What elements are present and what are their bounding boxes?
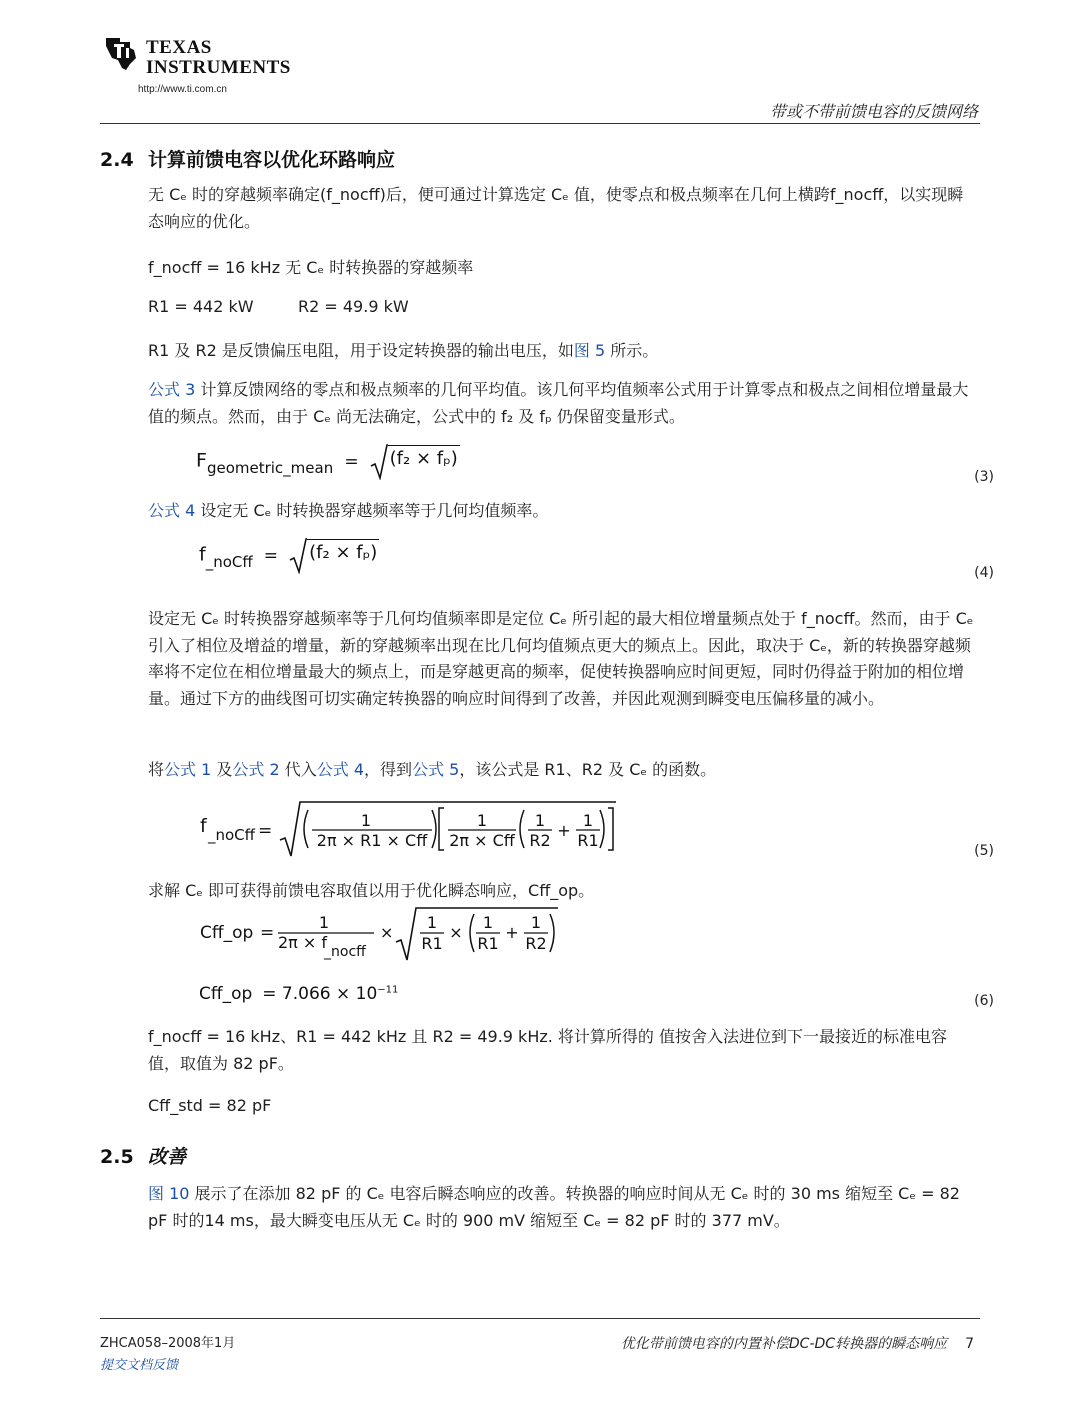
paragraph-solve: 求解 Cₑ 即可获得前馈电容取值以用于优化瞬态响应，Cff_op。 <box>148 881 595 900</box>
link-equation-4[interactable]: 公式 4 <box>148 501 196 520</box>
header-url[interactable]: http://www.ti.com.cn <box>138 84 227 95</box>
svg-text:1: 1 <box>476 811 488 830</box>
svg-text:×: × <box>380 923 394 942</box>
link-equation-2[interactable]: 公式 2 <box>232 760 280 779</box>
link-figure-5[interactable]: 图 5 <box>573 341 606 360</box>
footer-rule <box>100 1318 980 1319</box>
svg-text:1: 1 <box>426 913 438 932</box>
svg-text:1: 1 <box>582 811 594 830</box>
equation-number-3: (3) <box>974 469 994 485</box>
ti-wordmark: TEXAS INSTRUMENTS <box>146 37 291 78</box>
svg-text:2π × f: 2π × f <box>278 933 328 952</box>
doc-title: 优化带前馈电容的内置补偿DC-DC转换器的瞬态响应 <box>620 1336 948 1352</box>
svg-text:=: = <box>260 923 275 943</box>
equation-6-result: Cff_op = $7.066 \times 10^{-11}$ <box>199 984 399 1004</box>
svg-text:1: 1 <box>534 811 546 830</box>
r2-value: R2 = 49.9 kW <box>298 297 409 316</box>
svg-text:2π × Cff: 2π × Cff <box>449 831 515 850</box>
sqrt-icon <box>289 538 307 574</box>
equation-3: Fgeometric_mean = (f₂ × fₚ) <box>196 444 460 480</box>
link-equation-5[interactable]: 公式 5 <box>412 760 460 779</box>
link-equation-3[interactable]: 公式 3 <box>148 380 196 399</box>
cff-std-line: Cff_std = 82 pF <box>148 1096 272 1115</box>
svg-text:×: × <box>449 923 463 942</box>
svg-text:=: = <box>258 821 273 841</box>
svg-text:R1: R1 <box>477 934 499 953</box>
svg-text:R1: R1 <box>421 934 443 953</box>
paragraph-improvement: 图 10 展示了在添加 82 pF 的 Cₑ 电容后瞬态响应的改善。转换器的响应时间从无 Cₑ 时的 30 ms 缩短至 Cₑ = 82 pF 时的14 ms，最大瞬变电压从无 Cₑ 时的 900 mV 缩短至 Cₑ = 82 pF 时的 377 mV。 <box>148 1184 960 1230</box>
header-rule <box>100 123 980 124</box>
link-figure-10[interactable]: 图 10 <box>148 1184 190 1203</box>
section-heading-2-5: 2.5 改善 <box>100 1146 187 1168</box>
equation-6 <box>196 904 566 964</box>
paragraph-intro: 无 Cₑ 时的穿越频率确定(f_nocff)后，便可通过计算选定 Cₑ 值，使零点和极点频率在几何上横跨f_nocff，以实现瞬态响应的优化。 <box>148 185 964 231</box>
svg-text:_noCff: _noCff <box>208 826 255 844</box>
equation-number-4: (4) <box>974 565 994 581</box>
paragraph-resistors: R1 及 R2 是反馈偏压电阻，用于设定转换器的输出电压，如图 5 所示。 <box>148 341 659 360</box>
feedback-link[interactable]: 提交文档反馈 <box>100 1358 179 1373</box>
equation-5 <box>196 796 626 860</box>
link-equation-1[interactable]: 公式 1 <box>164 760 212 779</box>
doc-id: ZHCA058–2008年1月 <box>100 1336 236 1351</box>
equation-4: f_noCff = (f₂ × fₚ) <box>199 538 379 574</box>
svg-text:+: + <box>505 923 519 942</box>
equation-number-5: (5) <box>974 843 994 859</box>
link-equation-4b[interactable]: 公式 4 <box>316 760 365 779</box>
svg-text:2π × R1 × Cff: 2π × R1 × Cff <box>316 831 428 850</box>
texas-state-icon <box>100 32 140 72</box>
fnocff-line: f_nocff = 16 kHz 无 Cₑ 时转换器的穿越频率 <box>148 258 474 277</box>
svg-text:+: + <box>557 821 571 840</box>
r1-value: R1 = 442 kW <box>148 297 254 316</box>
svg-text:1: 1 <box>530 913 542 932</box>
svg-text:R1: R1 <box>577 831 599 850</box>
header-title: 带或不带前馈电容的反馈网络 <box>769 102 978 121</box>
footer-right <box>621 1333 974 1353</box>
svg-text:1: 1 <box>482 913 494 932</box>
svg-text:R2: R2 <box>525 934 547 953</box>
paragraph-eq3-intro: 公式 3 计算反馈网络的零点和极点频率的几何平均值。该几何平均值频率公式用于计算零点和极点之间相位增量最大值的频点。然而，由于 Cₑ 尚无法确定，公式中的 f₂ 及 fₚ 仍保留变量形式。 <box>148 380 969 426</box>
svg-text:1: 1 <box>360 811 372 830</box>
paragraph-crossover: 设定无 Cₑ 时转换器穿越频率等于几何均值频率即是定位 Cₑ 所引起的最大相位增量频点处于 f_nocff。然而，由于 Cₑ 引入了相位及增益的增量，新的穿越频率出现在比几何均值频点更大的频点上。因此，取决于 Cₑ，新的转换器穿越频率将不定位在相位增量最大的频点上，而是穿越更高的频率，促使转换器响应时间更短，同时仍得益于附加的相位增量。通过下方的曲线图可切实确定转换器的响应时间得到了改善，并因此观测到瞬变电压偏移量的减小。 <box>148 609 974 708</box>
footer-left <box>100 1333 235 1377</box>
svg-text:f: f <box>200 815 207 837</box>
paragraph-eq4-intro: 公式 4 设定无 Cₑ 时转换器穿越频率等于几何均值频率。 <box>148 501 549 520</box>
page-number: 7 <box>965 1336 974 1352</box>
paragraph-standard-value: f_nocff = 16 kHz、R1 = 442 kHz 且 R2 = 49.9 kHz. 将计算所得的 值按舍入法进位到下一最接近的标准电容值，取值为 82 pF。 <box>148 1027 948 1073</box>
sqrt-icon <box>370 444 388 480</box>
svg-text:1: 1 <box>318 913 330 932</box>
section-heading-2-4: 2.4 计算前馈电容以优化环路响应 <box>100 149 396 171</box>
svg-text:Cff_op: Cff_op <box>200 923 254 943</box>
paragraph-substitution: 将公式 1 及公式 2 代入公式 4，得到公式 5，该公式是 R1、R2 及 Cₑ 的函数。 <box>148 760 717 779</box>
svg-text:_nocff: _nocff <box>324 944 366 960</box>
equation-number-6: (6) <box>974 993 994 1009</box>
svg-text:R2: R2 <box>529 831 551 850</box>
